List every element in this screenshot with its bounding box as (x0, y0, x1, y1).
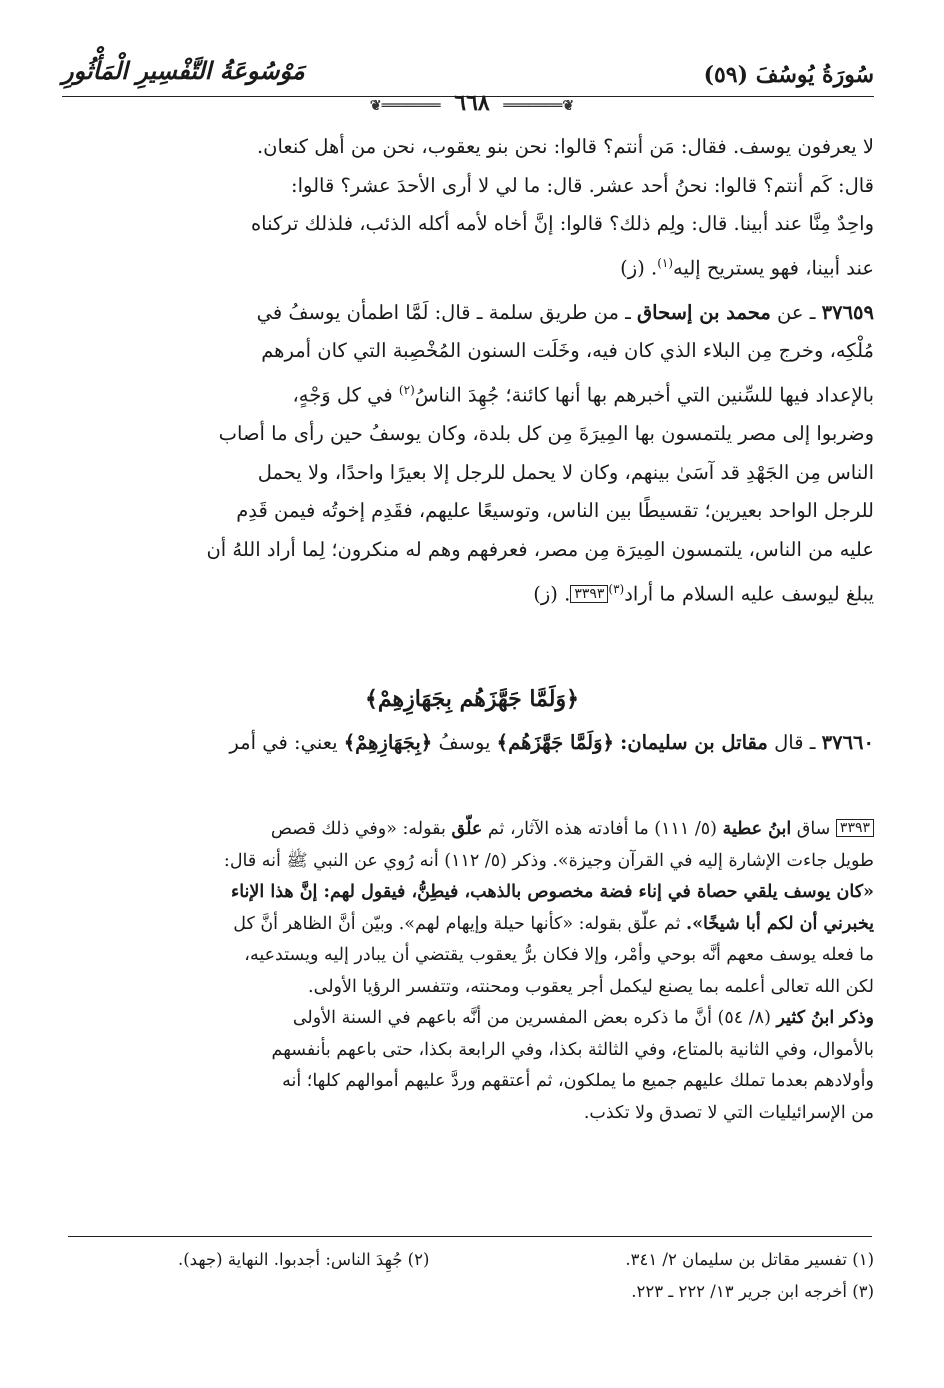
narration-37659-line1 (68, 294, 874, 333)
footnote-marker[interactable]: (٢) (398, 383, 415, 398)
text-fragment: في كل وَجْهٍ، (292, 383, 393, 407)
text-fragment: (٨/ ٥٤) أنَّ ما ذكره بعض المفسرين من أنَّه باعهم في السنة الأولى (292, 1008, 771, 1028)
text-fragment: ـ قال (774, 731, 816, 754)
footnote-2: (٢) جُهِدَ الناس: أجدبوا. النهاية (جهد). (178, 1250, 430, 1269)
text-line: ما فعله يوسف معهم أنَّه بوحي وأمْر، وإلا فكان برُّ يعقوب يقتضي أن يبادر إليه ويستدعيه، (244, 945, 874, 965)
text-line (68, 1003, 874, 1035)
text-line (68, 570, 874, 614)
text-fragment: عند أبينا، فهو يستريح إليه (673, 256, 874, 280)
text-line: واحِدٌ مِنَّا عند أبينا. قال: ولِم ذلك؟ قالوا: إنَّ أخاه لأمه أكله الذئب، فلذلك تركناه (250, 212, 874, 236)
text-fragment: ـ عن (777, 300, 816, 324)
text-fragment: ساق (796, 819, 831, 839)
text-fragment: بقوله: «وفي ذلك قصص (270, 819, 446, 839)
main-text (68, 128, 874, 614)
text-fragment: وذكر (839, 1008, 874, 1028)
text-fragment: ثم علّق بقوله: «كأنها حيلة وإيهام لهم». وبيّن أنَّ الظاهر أنَّ كل (233, 913, 681, 934)
narration-number: ٣٧٦٦٠ (821, 731, 874, 754)
text-fragment: (٥/ ١١١) ما أفادته هذه الآثار، ثم (487, 819, 717, 839)
narration-37660 (68, 724, 874, 762)
quran-quote: ﴿بِجَهَازِهِمْ﴾ (343, 731, 433, 754)
commentary-note-3393 (68, 814, 874, 1129)
source-code: . (ز) (533, 582, 571, 606)
text-fragment: علّق (451, 819, 483, 839)
commentary-ref-box[interactable]: ٣٣٩٣ (836, 819, 874, 837)
text-line: الناس مِن الجَهْدِ قد آسَىٰ بينهم، وكان لا يحمل للرجل إلا بعيرًا واحدًا، ولا يحمل (257, 460, 874, 484)
text-line: قال: كَم أنتم؟ قالوا: نحنُ أحد عشر. قال: ما لي لا أرى الأحدَ عشر؟ قالوا: (291, 173, 874, 197)
footnote-row (68, 1244, 874, 1276)
scholar-name: ابنُ عطية (722, 819, 792, 839)
text-line: لا يعرفون يوسف. فقال: مَن أنتم؟ قالوا: نحن بنو يعقوب، نحن من أهل كنعان. (256, 135, 874, 158)
text-line: من الإسرائيليات التي لا تصدق ولا تكذب. (583, 1102, 874, 1123)
footnote-1: (١) تفسير مقاتل بن سليمان ٢/ ٣٤١. (625, 1250, 874, 1269)
text-fragment: يبلغ ليوسف عليه السلام ما أراد (624, 582, 874, 606)
scholar-name: ابنُ كثير (776, 1008, 835, 1028)
narration-number: ٣٧٦٥٩ (821, 300, 874, 324)
ornament-icon: ❦═══════ (503, 98, 575, 114)
page-number: ٦٦٨ (454, 90, 490, 116)
commentary-ref-box[interactable]: ٣٣٩٣ (570, 585, 608, 603)
book-title: مَوْسُوعَةُ التَّفْسِيرِ الْمَأْثُورِ (62, 56, 305, 85)
text-line: مُلْكِه، وخرج مِن البلاء الذي كان فيه، وخَلَت السنون المُخْصِبة التي كان أمرهم (261, 339, 874, 363)
text-fragment: ـ من طريق سلمة ـ قال: لَمَّا اطمأن يوسفُ في (256, 300, 631, 324)
surah-title: سُورَةُ يُوسُفَ (٥٩) (703, 62, 874, 88)
text-line: عليه من الناس، يلتمسون المِيرَة مِن مصر، فعرفهم وهم له منكرون؛ لِما أراد اللهُ أن (206, 537, 874, 561)
hadith-quote: يخبرني أن لكم أبا شيخًا». (686, 913, 874, 934)
text-line: بالأموال، وفي الثانية بالمتاع، وفي الثالثة بكذا، وفي الرابعة بكذا، حتى باعهم بأنفسهم (271, 1039, 874, 1060)
footnote-marker[interactable]: (٣) (608, 581, 625, 596)
text-line (68, 814, 874, 846)
text-fragment: يعني: في أمر (229, 731, 338, 754)
narrator-name: محمد بن إسحاق (637, 300, 771, 324)
source-code: . (ز) (620, 256, 658, 280)
footnote-3: (٣) أخرجه ابن جرير ١٣/ ٢٢٢ ـ ٢٢٣. (631, 1282, 874, 1301)
narrator-name: مقاتل بن سليمان: (620, 731, 768, 754)
quran-quote: ﴿وَلَمَّا جَهَّزَهُم﴾ (496, 731, 614, 754)
text-fragment: يوسفُ (438, 731, 491, 754)
text-line: وأولادهم بعدما تملك عليهم جميع ما يملكون، ثم أعتقهم وردَّ عليهم أموالهم كلها؛ أنه (282, 1071, 874, 1091)
text-line (68, 909, 874, 941)
footnotes (68, 1244, 874, 1308)
text-line (68, 371, 874, 415)
ornament-icon: ═══════❦ (369, 98, 441, 114)
text-line (68, 244, 874, 288)
text-line: للرجل الواحد بعيرين؛ تقسيطًا بين الناس، وتوسيعًا عليهم، فقَدِم إخوتُه فيمن قَدِم (236, 499, 874, 523)
page-number-container (0, 90, 944, 116)
verse-heading: ﴿وَلَمَّا جَهَّزَهُم بِجَهَازِهِمْ﴾ (364, 686, 579, 712)
text-line: طويل جاءت الإشارة إليه في القرآن وجيزة». وذكر (٥/ ١١٢) أنه رُوي عن النبي ﷺ أنه قال: (223, 850, 874, 871)
footnote-marker[interactable]: (١) (657, 255, 674, 270)
hadith-quote: «كان يوسف يلقي حصاة في إناء فضة مخصوص بالذهب، فيطِنُّ، فيقول لهم: إنَّ هذا الإناء (230, 882, 874, 902)
text-fragment: بالإعداد فيها للسِّنين التي أخبرهم بها أنها كائنة؛ جُهِدَ الناسُ (414, 383, 874, 407)
text-line: وضربوا إلى مصر يلتمسون بها المِيرَةَ مِن كل بلدة، وكان يوسفُ حين رأى ما أصاب (218, 422, 874, 446)
footnote-divider (68, 1236, 872, 1237)
text-line: لكن الله تعالى أعلمه بما يصنع ليكمل أجر يعقوب ومحنته، وتتفسر الرؤيا الأولى. (308, 976, 874, 997)
footnote-row (68, 1276, 874, 1308)
